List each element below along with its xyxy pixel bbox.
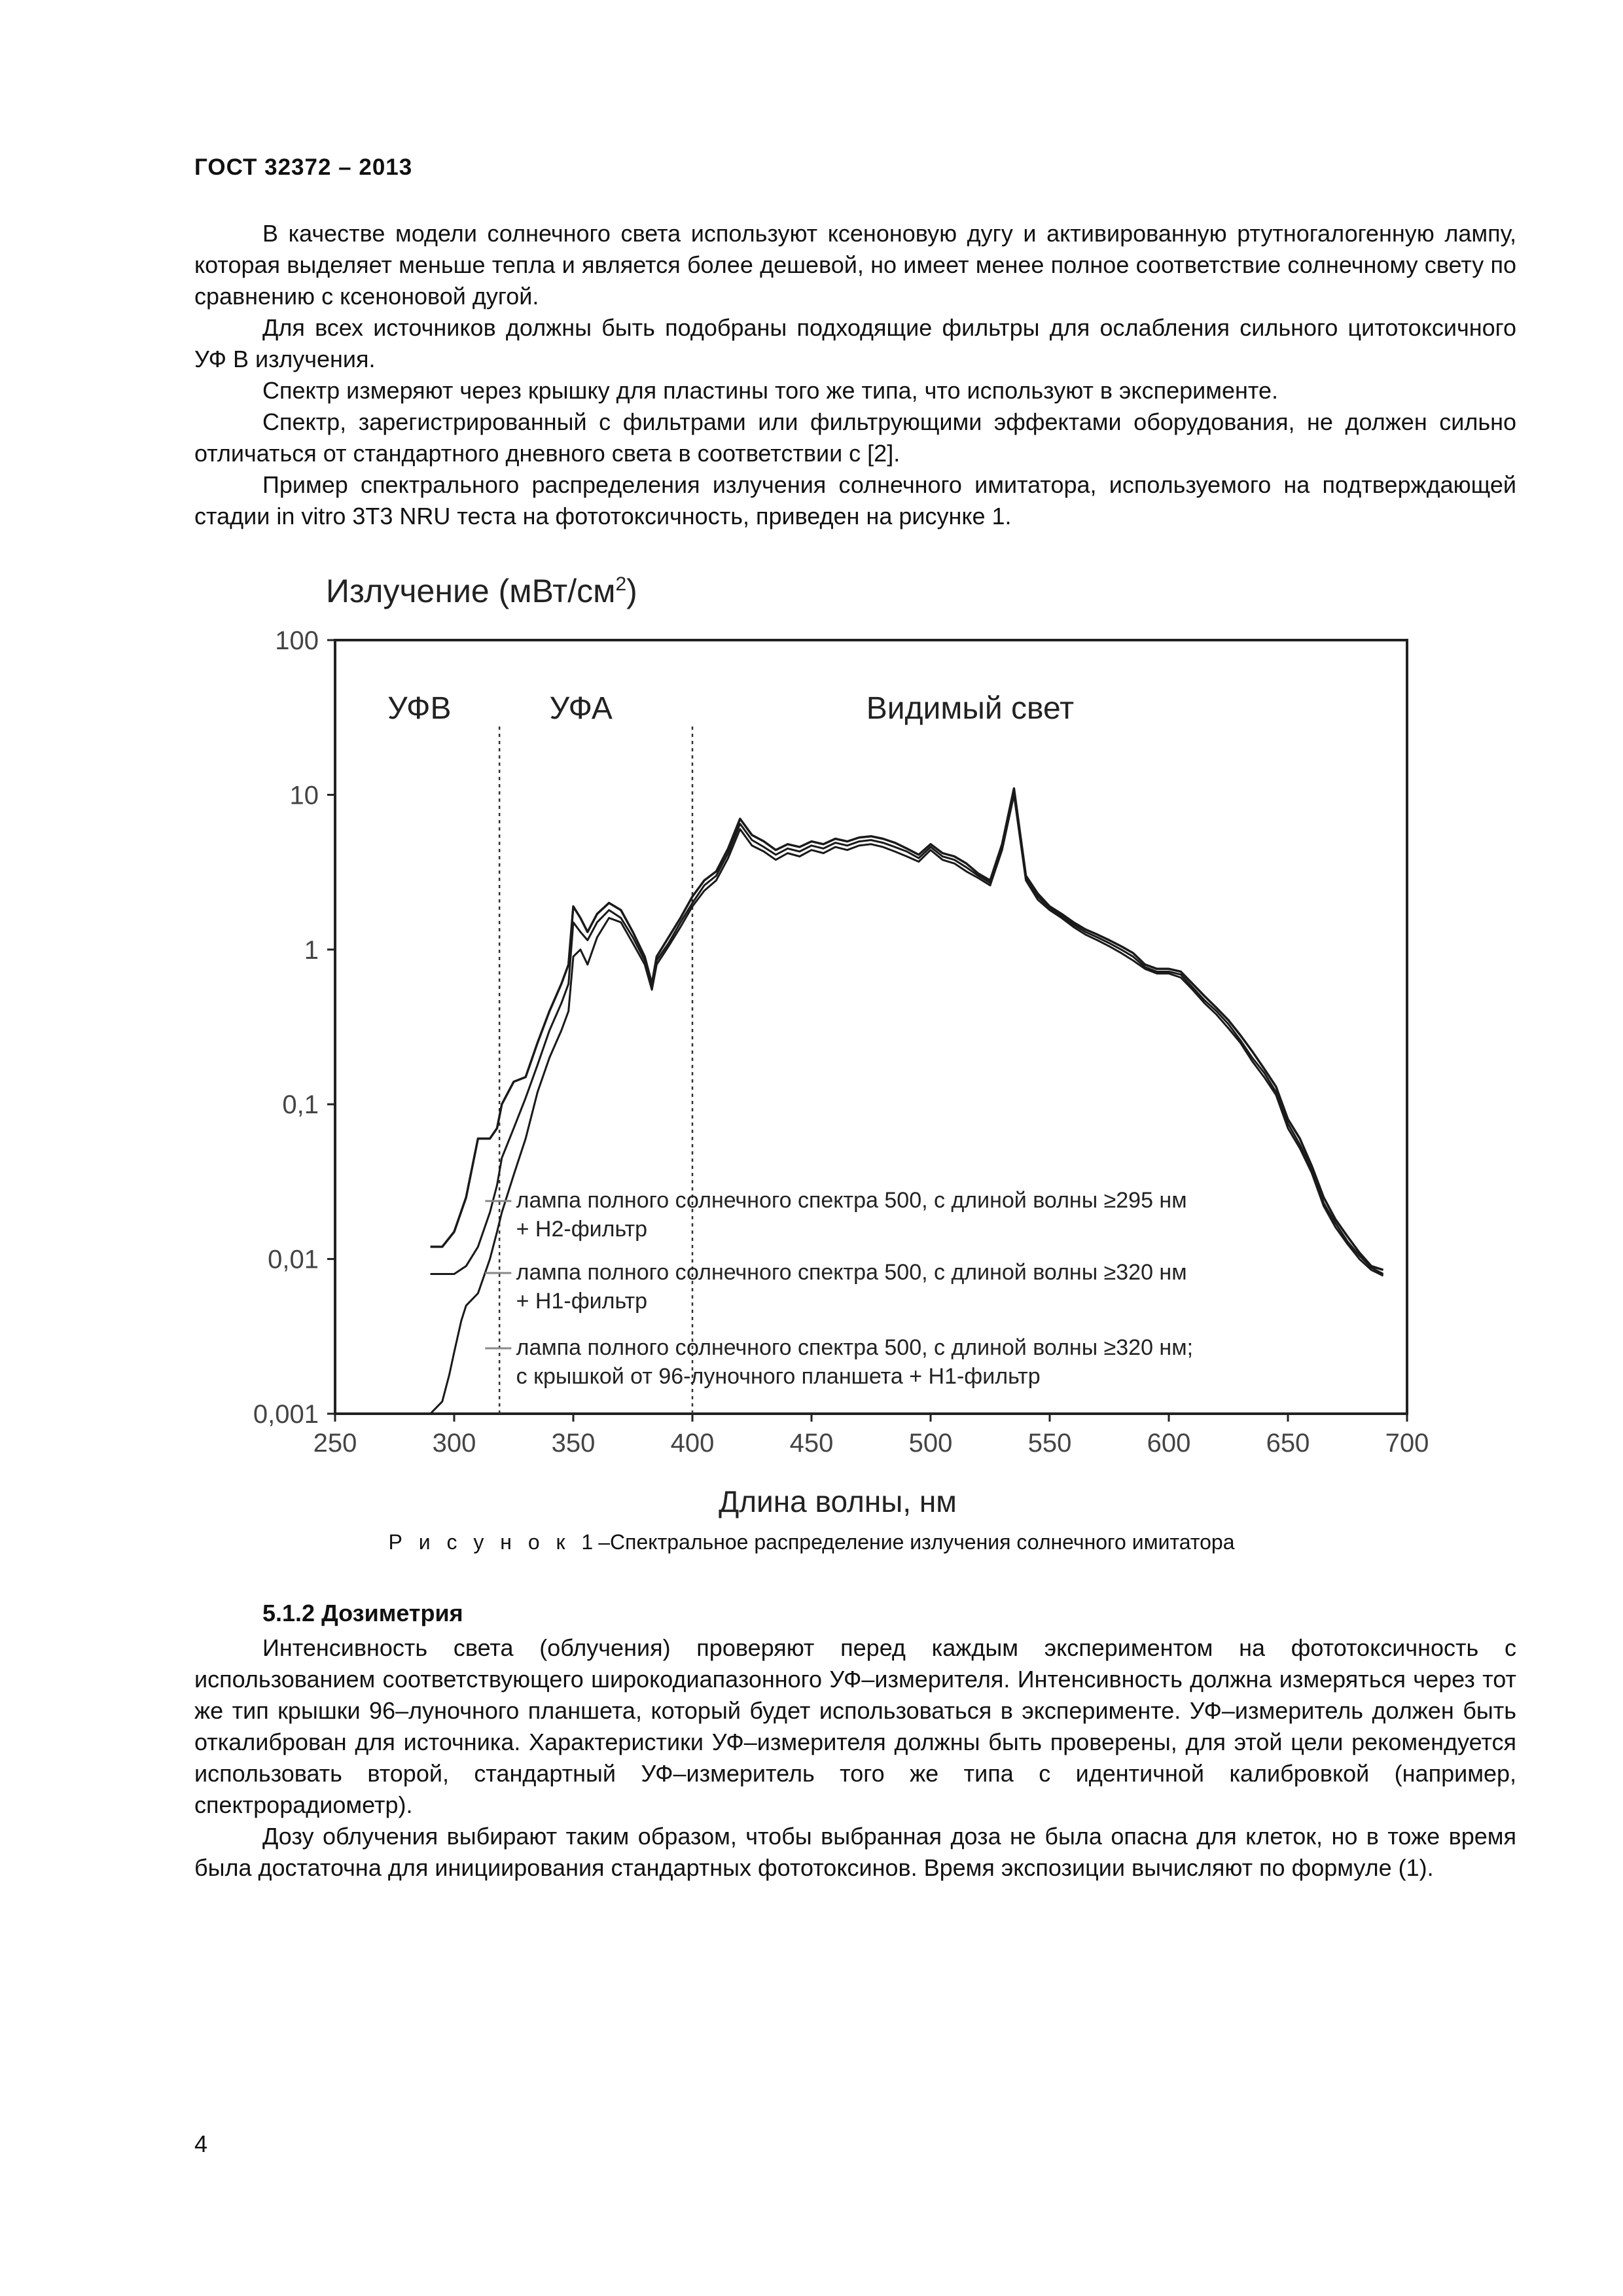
spectrum-chart	[196, 563, 1453, 1525]
plot-frame	[335, 640, 1407, 1414]
paragraph: Пример спектрального распределения излучения солнечного имитатора, используемого на подтверждающей стадии in vitro 3T3 NRU теста на фототоксичность, приведен на рисунке 1.	[194, 471, 1516, 529]
paragraph: Спектр измеряют через крышку для пластины того же типа, что используют в эксперименте.	[262, 377, 1278, 404]
y-tick-label: 0,01	[268, 1245, 319, 1274]
x-tick-label: 600	[1147, 1429, 1191, 1458]
legend-entry: лампа полного солнечного спектра 500, с длиной волны ≥320 нм	[516, 1260, 1187, 1285]
y-axis-label: Излучение $(мВт/см^2)$	[326, 573, 637, 609]
series-line	[431, 795, 1383, 1414]
paragraph: Интенсивность света (облучения) проверяют перед каждым экспериментом на фототоксичность с использованием соответствующего широкодиапазонного УФ–измерителя. Интенсивность должна измеряться через тот же тип крышки 96–луночного планшета, который будет использоваться в эксперименте. УФ–измеритель должен быть откалиброван для источника. Характеристики УФ–измерителя должны быть проверены, для этой цели рекомендуется использовать второй, стандартный УФ–измеритель того же типа с идентичной калибровкой (например, спектрорадиометр).	[194, 1634, 1516, 1818]
y-tick-label: 0,1	[282, 1090, 319, 1120]
section-text	[194, 1632, 1516, 1884]
legend-entry: лампа полного солнечного спектра 500, с длиной волны ≥320 нм;	[516, 1335, 1194, 1360]
figure-caption-prefix: Р и с у н о к 1	[388, 1530, 599, 1554]
paragraph: В качестве модели солнечного света используют ксеноновую дугу и активированную ртутногалогенную лампу, которая выделяет меньше тепла и является более дешевой, но имеет менее полное соответствие солнечному свету по сравнению с ксеноновой дугой.	[194, 220, 1516, 310]
region-label: Видимый свет	[866, 691, 1075, 726]
legend-entry: с крышкой от 96-луночного планшета + H1-фильтр	[516, 1364, 1041, 1389]
paragraph: Спектр, зарегистрированный с фильтрами или фильтрующими эффектами оборудования, не должен сильно отличаться от стандартного дневного света в соответствии с [2].	[194, 408, 1516, 467]
legend-entry: + H1-фильтр	[516, 1289, 648, 1314]
figure-caption	[0, 1530, 1623, 1554]
document-header: ГОСТ 32372 – 2013	[194, 154, 413, 180]
y-tick-label: 1	[304, 935, 319, 965]
x-tick-label: 450	[789, 1429, 834, 1458]
page-number: 4	[194, 2130, 208, 2157]
paragraph: Дозу облучения выбирают таким образом, чтобы выбранная доза не была опасна для клеток, но в тоже время была достаточна для инициирования стандартных фототоксинов. Время экспозиции вычисляют по формуле (1).	[194, 1823, 1516, 1881]
x-tick-label: 700	[1385, 1429, 1429, 1458]
x-tick-label: 300	[432, 1429, 476, 1458]
legend-entry: + H2-фильтр	[516, 1217, 648, 1242]
x-tick-label: 250	[313, 1429, 357, 1458]
x-tick-label: 400	[670, 1429, 715, 1458]
x-tick-label: 550	[1027, 1429, 1072, 1458]
section-heading: 5.1.2 Дозиметрия	[262, 1600, 463, 1626]
paragraph: Для всех источников должны быть подобраны подходящие фильтры для ослабления сильного цитотоксичного УФ В излучения.	[194, 314, 1516, 372]
intro-text	[194, 218, 1516, 532]
x-axis-label: Длина волны, нм	[719, 1484, 957, 1518]
figure-caption-text: –Спектральное распределение излучения солнечного имитатора	[598, 1530, 1235, 1554]
y-tick-label: 0,001	[253, 1400, 319, 1429]
y-tick-label: 100	[275, 626, 319, 655]
x-tick-label: 650	[1266, 1429, 1310, 1458]
x-tick-label: 350	[551, 1429, 596, 1458]
legend-entry: лампа полного солнечного спектра 500, с длиной волны ≥295 нм	[516, 1188, 1187, 1213]
region-label: УФВ	[387, 691, 452, 726]
region-label: УФА	[549, 691, 613, 726]
y-tick-label: 10	[289, 781, 319, 810]
x-tick-label: 500	[908, 1429, 953, 1458]
